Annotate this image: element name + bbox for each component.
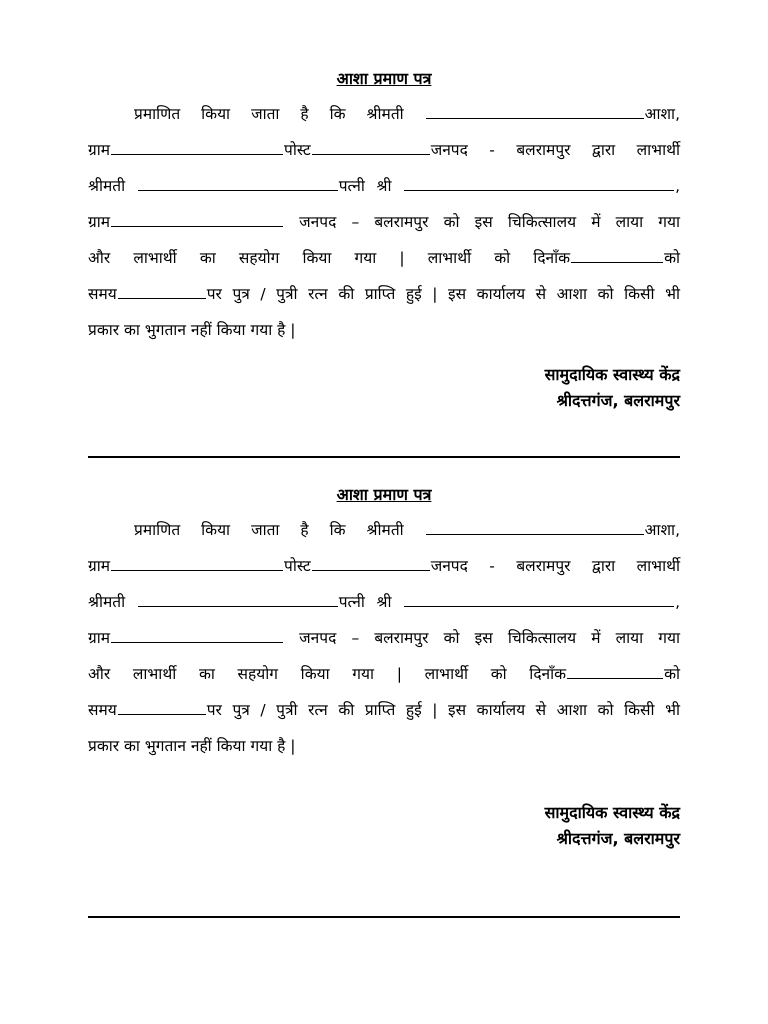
text-no-payment: प्रकार का भुगतान नहीं किया गया है |	[88, 321, 296, 339]
text-child-birth: पर पुत्र / पुत्री रत्न की प्राप्ति हुई | इस कार्यालय से आशा को किसी भी	[206, 285, 680, 303]
certificate-body	[88, 512, 680, 764]
blank-time[interactable]	[118, 284, 206, 299]
body-line-6	[88, 276, 680, 312]
certificate-2	[88, 482, 680, 852]
body-line-6	[88, 692, 680, 728]
certificate-title: आशा प्रमाण पत्र	[336, 485, 432, 504]
signature-location: श्रीदत्तगंज, बलरामपुर	[556, 391, 680, 410]
text-ko: को	[664, 665, 680, 683]
body-line-7	[88, 312, 680, 348]
text-asha: आशा,	[644, 105, 680, 123]
body-line-3	[88, 584, 680, 620]
body-line-5	[88, 240, 680, 276]
body-line-1	[88, 512, 680, 548]
text-ko: को	[664, 249, 680, 267]
text-cooperation-date: और लाभार्थी का सहयोग किया गया | लाभार्थी को दिनाँक	[88, 249, 571, 267]
text-post: पोस्ट	[284, 141, 311, 159]
body-line-3	[88, 168, 680, 204]
blank-time[interactable]	[118, 700, 206, 715]
signature-block	[88, 362, 680, 414]
blank-date[interactable]	[567, 664, 663, 679]
blank-asha-name[interactable]	[426, 104, 644, 119]
text-comma: ,	[675, 593, 680, 611]
blank-date[interactable]	[571, 248, 663, 263]
text-wife-of: पत्नी श्री	[338, 593, 392, 611]
certificate-title: आशा प्रमाण पत्र	[336, 69, 432, 88]
blank-asha-name[interactable]	[426, 520, 644, 535]
body-line-4	[88, 620, 680, 656]
blank-asha-post[interactable]	[312, 556, 430, 571]
text-smt: श्रीमती	[88, 593, 126, 611]
text-comma: ,	[675, 177, 680, 195]
text-certified-smt: प्रमाणित किया जाता है कि श्रीमती	[134, 105, 404, 123]
text-gram: ग्राम	[88, 557, 111, 575]
signature-chc: सामुदायिक स्वास्थ्य केंद्र	[544, 365, 680, 384]
body-line-1	[88, 96, 680, 132]
body-line-2	[88, 548, 680, 584]
text-gram: ग्राम	[88, 629, 111, 647]
body-line-7	[88, 728, 680, 764]
certificate-body	[88, 96, 680, 348]
text-district-beneficiary: जनपद - बलरामपुर द्वारा लाभार्थी	[430, 141, 680, 159]
signature-location: श्रीदत्तगंज, बलरामपुर	[556, 829, 680, 848]
blank-husband-name[interactable]	[404, 176, 674, 191]
body-line-5	[88, 656, 680, 692]
text-gram: ग्राम	[88, 141, 111, 159]
text-post: पोस्ट	[284, 557, 311, 575]
section-divider	[88, 456, 680, 458]
body-line-2	[88, 132, 680, 168]
blank-asha-post[interactable]	[312, 140, 430, 155]
signature-chc: सामुदायिक स्वास्थ्य केंद्र	[544, 803, 680, 822]
text-certified-smt: प्रमाणित किया जाता है कि श्रीमती	[134, 521, 404, 539]
text-asha: आशा,	[644, 521, 680, 539]
text-child-birth: पर पुत्र / पुत्री रत्न की प्राप्ति हुई | इस कार्यालय से आशा को किसी भी	[206, 701, 680, 719]
blank-beneficiary-gram[interactable]	[111, 628, 283, 643]
blank-husband-name[interactable]	[404, 592, 674, 607]
text-cooperation-date: और लाभार्थी का सहयोग किया गया | लाभार्थी को दिनाँक	[88, 665, 567, 683]
section-divider	[88, 916, 680, 918]
blank-beneficiary-gram[interactable]	[111, 212, 283, 227]
text-no-payment: प्रकार का भुगतान नहीं किया गया है |	[88, 737, 296, 755]
blank-asha-gram[interactable]	[111, 140, 283, 155]
blank-asha-gram[interactable]	[111, 556, 283, 571]
body-line-4	[88, 204, 680, 240]
text-samay: समय	[88, 285, 117, 303]
text-gram: ग्राम	[88, 213, 111, 231]
text-district-hospital: जनपद – बलरामपुर को इस चिकित्सालय में लाया गया	[299, 629, 680, 647]
blank-beneficiary-name[interactable]	[138, 176, 338, 191]
text-samay: समय	[88, 701, 117, 719]
blank-beneficiary-name[interactable]	[138, 592, 338, 607]
signature-block	[88, 800, 680, 852]
text-district-hospital: जनपद – बलरामपुर को इस चिकित्सालय में लाया गया	[299, 213, 680, 231]
text-district-beneficiary: जनपद - बलरामपुर द्वारा लाभार्थी	[430, 557, 680, 575]
text-wife-of: पत्नी श्री	[338, 177, 392, 195]
certificate-1	[88, 66, 680, 414]
text-smt: श्रीमती	[88, 177, 126, 195]
